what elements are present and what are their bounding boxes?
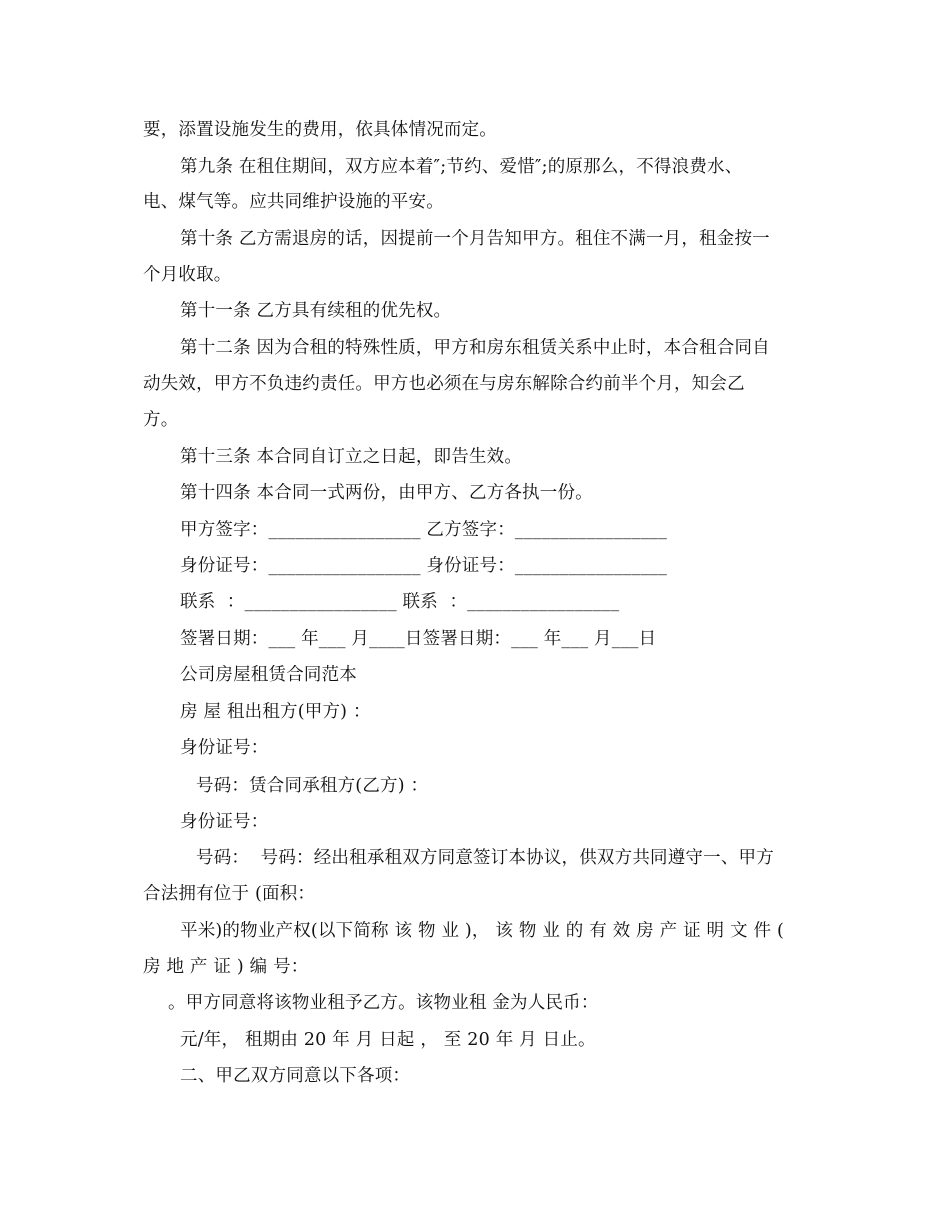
text-line: 动失效，甲方不负违约责任。甲方也必须在与房东解除合约前半个月，知会乙 (143, 374, 745, 394)
text-line: 第十三条 本合同自订立之日起，即告生效。 (180, 447, 523, 467)
text-line: 第十二条 因为合租的特殊性质，甲方和房东租赁关系中止时，本合租合同自 (180, 338, 770, 358)
text-line: 身份证号： (180, 812, 269, 832)
signature-line: 甲方签字：_________________ 乙方签字：_________________ (180, 520, 668, 540)
text-line: 房 屋 租出租方(甲方) ： (180, 702, 371, 722)
signing-date-line: 签署日期：___ 年___ 月____日签署日期：___ 年___ 月___日 (180, 629, 657, 649)
text-line: 第九条 在租住期间，双方应本着″;节约、爱惜″;的原那么，不得浪费水、 (180, 157, 743, 177)
text-line: 第十四条 本合同一式两份，由甲方、乙方各执一份。 (180, 483, 593, 503)
text-line: 元/年， 租期由 20 年 月 日起 ， 至 20 年 月 日止。 (180, 1030, 596, 1050)
text-line: 要，添置设施发生的费用，依具体情况而定。 (143, 120, 497, 140)
text-line: 第十一条 乙方具有续租的优先权。 (180, 301, 452, 321)
id-number-line: 身份证号：_________________ 身份证号：_________________ (180, 556, 668, 576)
text-line: 号码： 号码：经出租承租双方同意签订本协议，供双方共同遵守一、甲方 (196, 848, 774, 868)
text-line: 合法拥有位于 (面积： (143, 884, 316, 904)
text-line: 房 地 产 证 ) 编 号： (143, 957, 309, 977)
contact-line: 联系 ：_________________ 联系 ：_________________ (180, 592, 620, 612)
text-line: 平米)的物业产权(以下简称 该 物 业 )， 该 物 业 的 有 效 房 产 证 明 文 件 ( (180, 921, 784, 941)
text-line: 第十条 乙方需退房的话，因提前一个月告知甲方。租住不满一月，租金按一 (180, 229, 770, 249)
text-line: 个月收取。 (143, 265, 232, 285)
text-line: 电、煤气等。应共同维护设施的平安。 (143, 192, 444, 212)
text-line: 。甲方同意将该物业租予乙方。该物业租 金为人民币： (168, 993, 599, 1013)
text-line: 身份证号： (180, 738, 269, 758)
text-line: 二、甲乙双方同意以下各项： (180, 1066, 411, 1086)
text-line: 方。 (143, 410, 179, 430)
text-line: 号码：赁合同承租方(乙方) ： (196, 776, 429, 796)
section-title: 公司房屋租赁合同范本 (180, 665, 357, 685)
